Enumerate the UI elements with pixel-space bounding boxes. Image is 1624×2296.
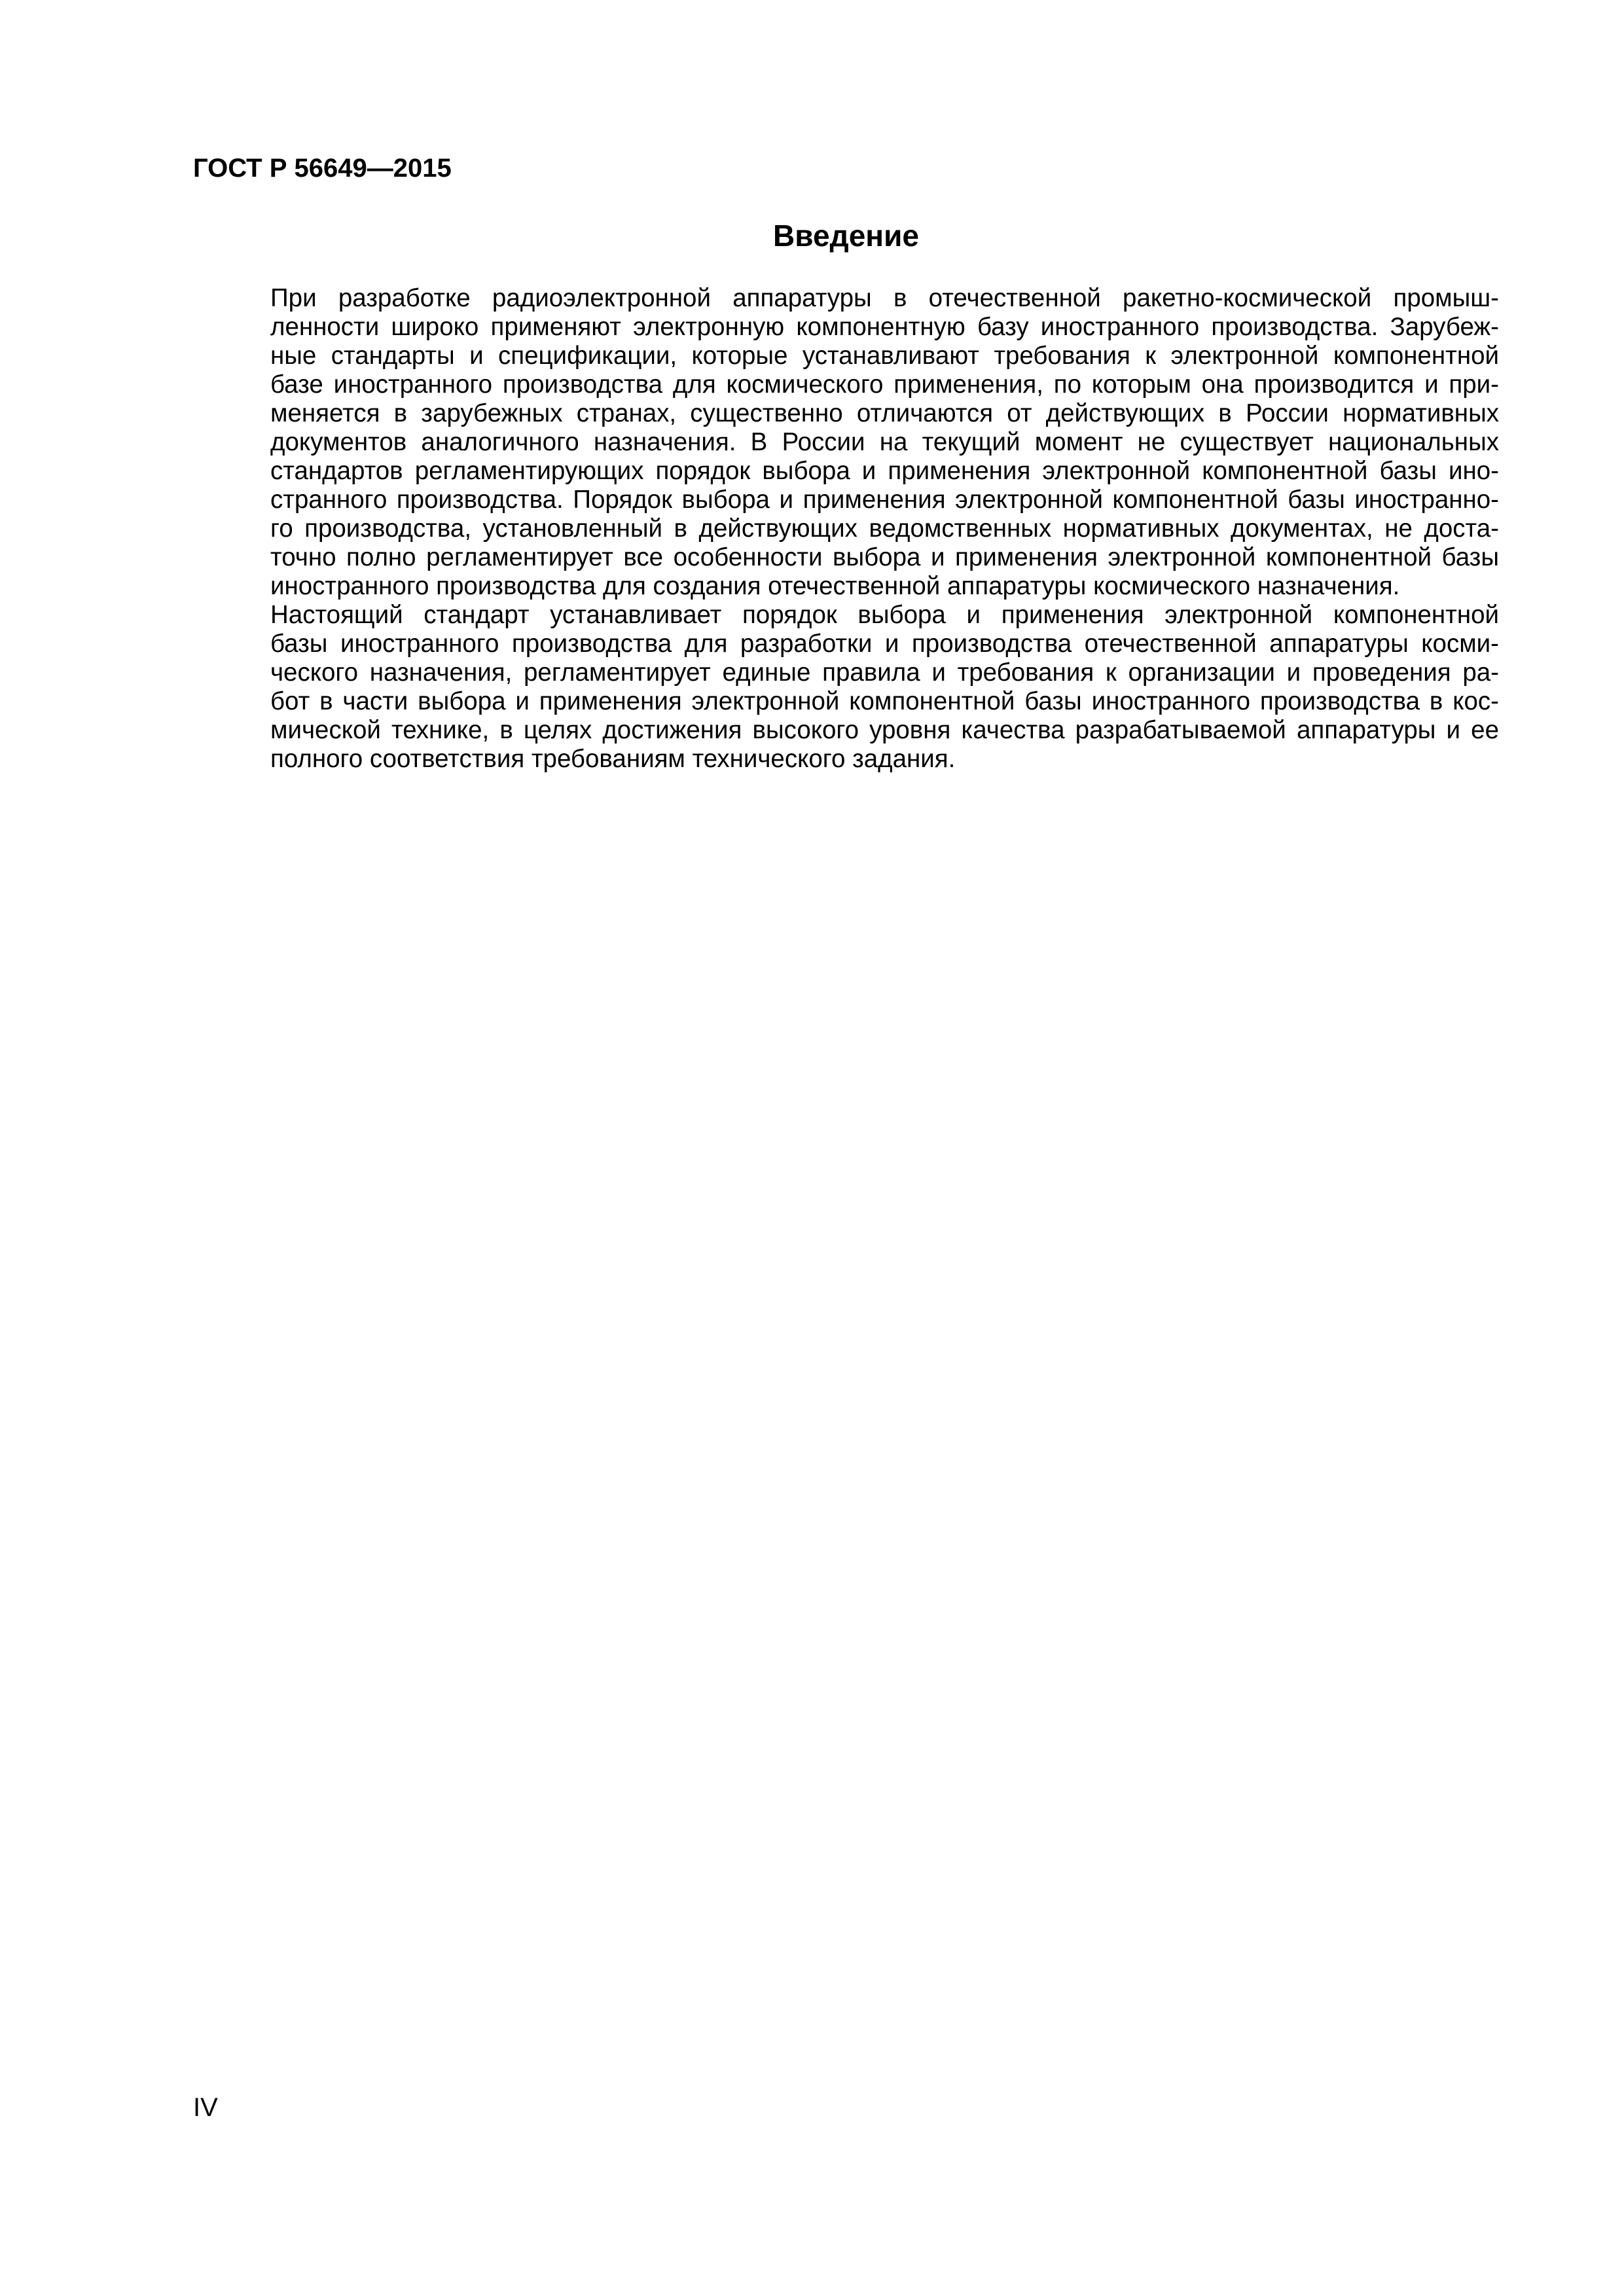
section-body [193,284,1499,774]
page-number: IV [193,2093,218,2122]
text-line: базы иностранного производства для разработки и производства отечественной аппаратуры косми- [270,630,1499,658]
paragraph-1 [193,284,1499,601]
document-code-header: ГОСТ Р 56649—2015 [193,154,452,183]
text-line: Настоящий стандарт устанавливает порядок выбора и применения электронной компонентной [270,601,1499,629]
text-line: ные стандарты и спецификации, которые устанавливают требования к электронной компонентной [270,342,1499,370]
text-line: бот в части выбора и применения электронной компонентной базы иностранного производства в кос- [270,687,1499,715]
text-line: полного соответствия требованиям технического задания. [270,745,956,773]
text-line: меняется в зарубежных странах, существенно отличаются от действующих в России нормативных [270,399,1499,427]
section-title: Введение [773,219,919,253]
text-line: документов аналогичного назначения. В России на текущий момент не существует национальных [270,428,1499,456]
text-line: точно полно регламентирует все особенности выбора и применения электронной компонентной базы [270,543,1499,571]
text-line: го производства, установленный в действующих ведомственных нормативных документах, не доста- [270,514,1499,543]
text-line: При разработке радиоэлектронной аппаратуры в отечественной ракетно-космической промыш- [270,284,1499,312]
paragraph-2 [193,601,1499,774]
text-line: стандартов регламентирующих порядок выбора и применения электронной компонентной базы ино- [270,457,1499,485]
text-line: базе иностранного производства для космического применения, по которым она производится и при- [270,370,1499,399]
text-line: ленности широко применяют электронную компонентную базу иностранного производства. Зарубеж- [270,313,1499,341]
text-line: мической технике, в целях достижения высокого уровня качества разрабатываемой аппаратуры и ее [270,716,1499,744]
text-line: странного производства. Порядок выбора и применения электронной компонентной базы иностранно- [270,486,1499,514]
text-line: ческого назначения, регламентирует единые правила и требования к организации и проведения ра- [270,658,1499,687]
text-line: иностранного производства для создания отечественной аппаратуры космического назначения. [270,572,1400,600]
